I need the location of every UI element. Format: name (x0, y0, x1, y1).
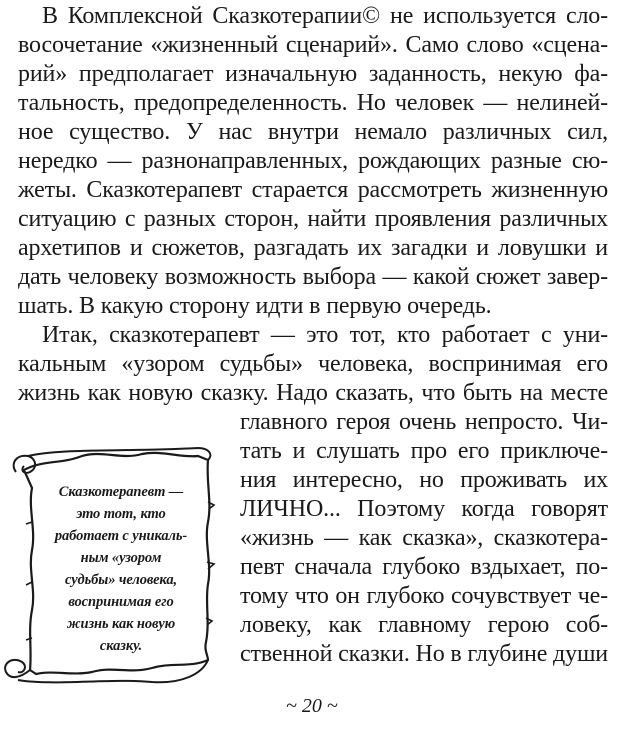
text-line: тальность, предопределенность. Но человек — нелиней- (18, 90, 608, 116)
text-line: ственной сказки. Но в глубине души (240, 641, 608, 667)
text-line: шать. В какую сторону идти в первую очередь. (18, 293, 492, 319)
scroll-line: сказку. (99, 638, 143, 654)
scroll-line: судьбы» человека, (65, 572, 177, 588)
text-line: жеты. Сказкотерапевт старается рассмотреть жизненную (18, 177, 608, 203)
scroll-line: это тот, кто (76, 506, 166, 522)
text-line: Итак, сказкотерапевт — это тот, кто работает с уни- (42, 322, 608, 348)
scroll-line: жизнь как новую (66, 616, 176, 632)
text-line: тать и слушать про его приключе- (240, 438, 608, 464)
page-number: ~ 20 ~ (286, 695, 338, 717)
scroll-line: ным «узором (80, 550, 162, 566)
text-line: архетипов и сюжетов, разгадать их загадки и ловушки и (18, 235, 608, 261)
text-line: ния интересно, но проживать их (240, 467, 608, 493)
scroll-line: воспринимая его (68, 594, 174, 610)
text-line: нередко — разнонаправленных, рождающих разные сю- (18, 148, 608, 174)
text-line: ловеку, как главному герою соб- (240, 612, 608, 638)
text-line: ЛИЧНО... Поэтому когда говорят (240, 496, 608, 522)
text-line: «жизнь — как сказка», сказкотера- (240, 525, 608, 551)
text-line: кальным «узором судьбы» человека, воспринимая его (18, 351, 608, 377)
text-line: восочетание «жизненный сценарий». Само слово «сцена- (18, 32, 608, 58)
scroll-line: Сказкотерапевт — (58, 484, 184, 500)
text-line: жизнь как новую сказку. Надо сказать, что быть на месте (18, 380, 608, 406)
scroll-line: работает с уникаль- (54, 528, 188, 544)
text-line: тому что он глубоко сочувствует че- (240, 583, 608, 609)
text-line: певт сначала глубоко вздыхает, по- (240, 554, 608, 580)
text-line: ное существо. У нас внутри немало различных сил, (18, 119, 608, 145)
text-line: главного героя очень непросто. Чи- (240, 409, 608, 435)
text-line: В Комплексной Сказкотерапии© не используется сло- (42, 3, 608, 29)
text-line: дать человеку возможность выбора — какой сюжет завер- (18, 264, 608, 290)
text-line: рий» предполагает изначальную заданность, некую фа- (18, 61, 608, 87)
text-line: ситуацию с разных сторон, найти проявления различных (18, 206, 608, 232)
scroll-bottom-curl (5, 660, 30, 677)
